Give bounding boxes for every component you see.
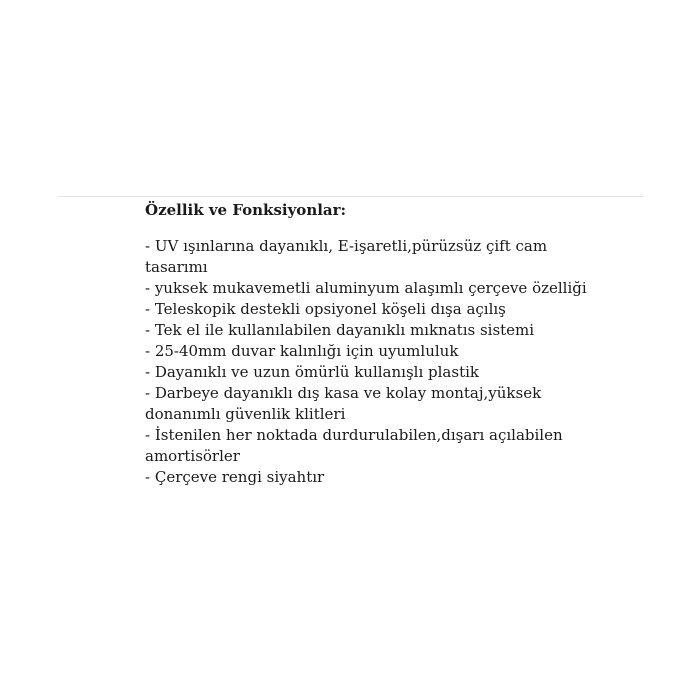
feature-item [145,299,625,320]
feature-line: - İstenilen her noktada durdurulabilen,dışarı açılabilen [145,426,563,444]
features-heading: Özellik ve Fonksiyonlar: [145,201,347,219]
feature-line-continued: amortisörler [145,447,240,465]
feature-item [145,320,625,341]
feature-line: - UV ışınlarına dayanıklı, E-işaretli,pürüzsüz çift cam [145,237,548,255]
feature-item [145,425,625,467]
feature-line-continued: donanımlı güvenlik klitleri [145,405,346,423]
feature-line: - Dayanıklı ve uzun ömürlü kullanışlı plastik [145,363,479,381]
product-features-section [145,200,625,488]
feature-line: - Çerçeve rengi siyahtır [145,468,325,486]
feature-item [145,236,625,278]
top-divider [58,196,644,197]
feature-item [145,467,625,488]
feature-line: - yuksek mukavemetli aluminyum alaşımlı çerçeve özelliği [145,279,587,297]
feature-line: - Tek el ile kullanılabilen dayanıklı mıknatıs sistemi [145,321,535,339]
feature-item [145,362,625,383]
feature-item [145,278,625,299]
features-list [145,236,625,488]
feature-item [145,341,625,362]
feature-line-continued: tasarımı [145,258,208,276]
feature-item [145,383,625,425]
feature-line: - 25-40mm duvar kalınlığı için uyumluluk [145,342,459,360]
feature-line: - Darbeye dayanıklı dış kasa ve kolay montaj,yüksek [145,384,542,402]
feature-line: - Teleskopik destekli opsiyonel köşeli dışa açılış [145,300,506,318]
heading-spacer [145,221,625,236]
